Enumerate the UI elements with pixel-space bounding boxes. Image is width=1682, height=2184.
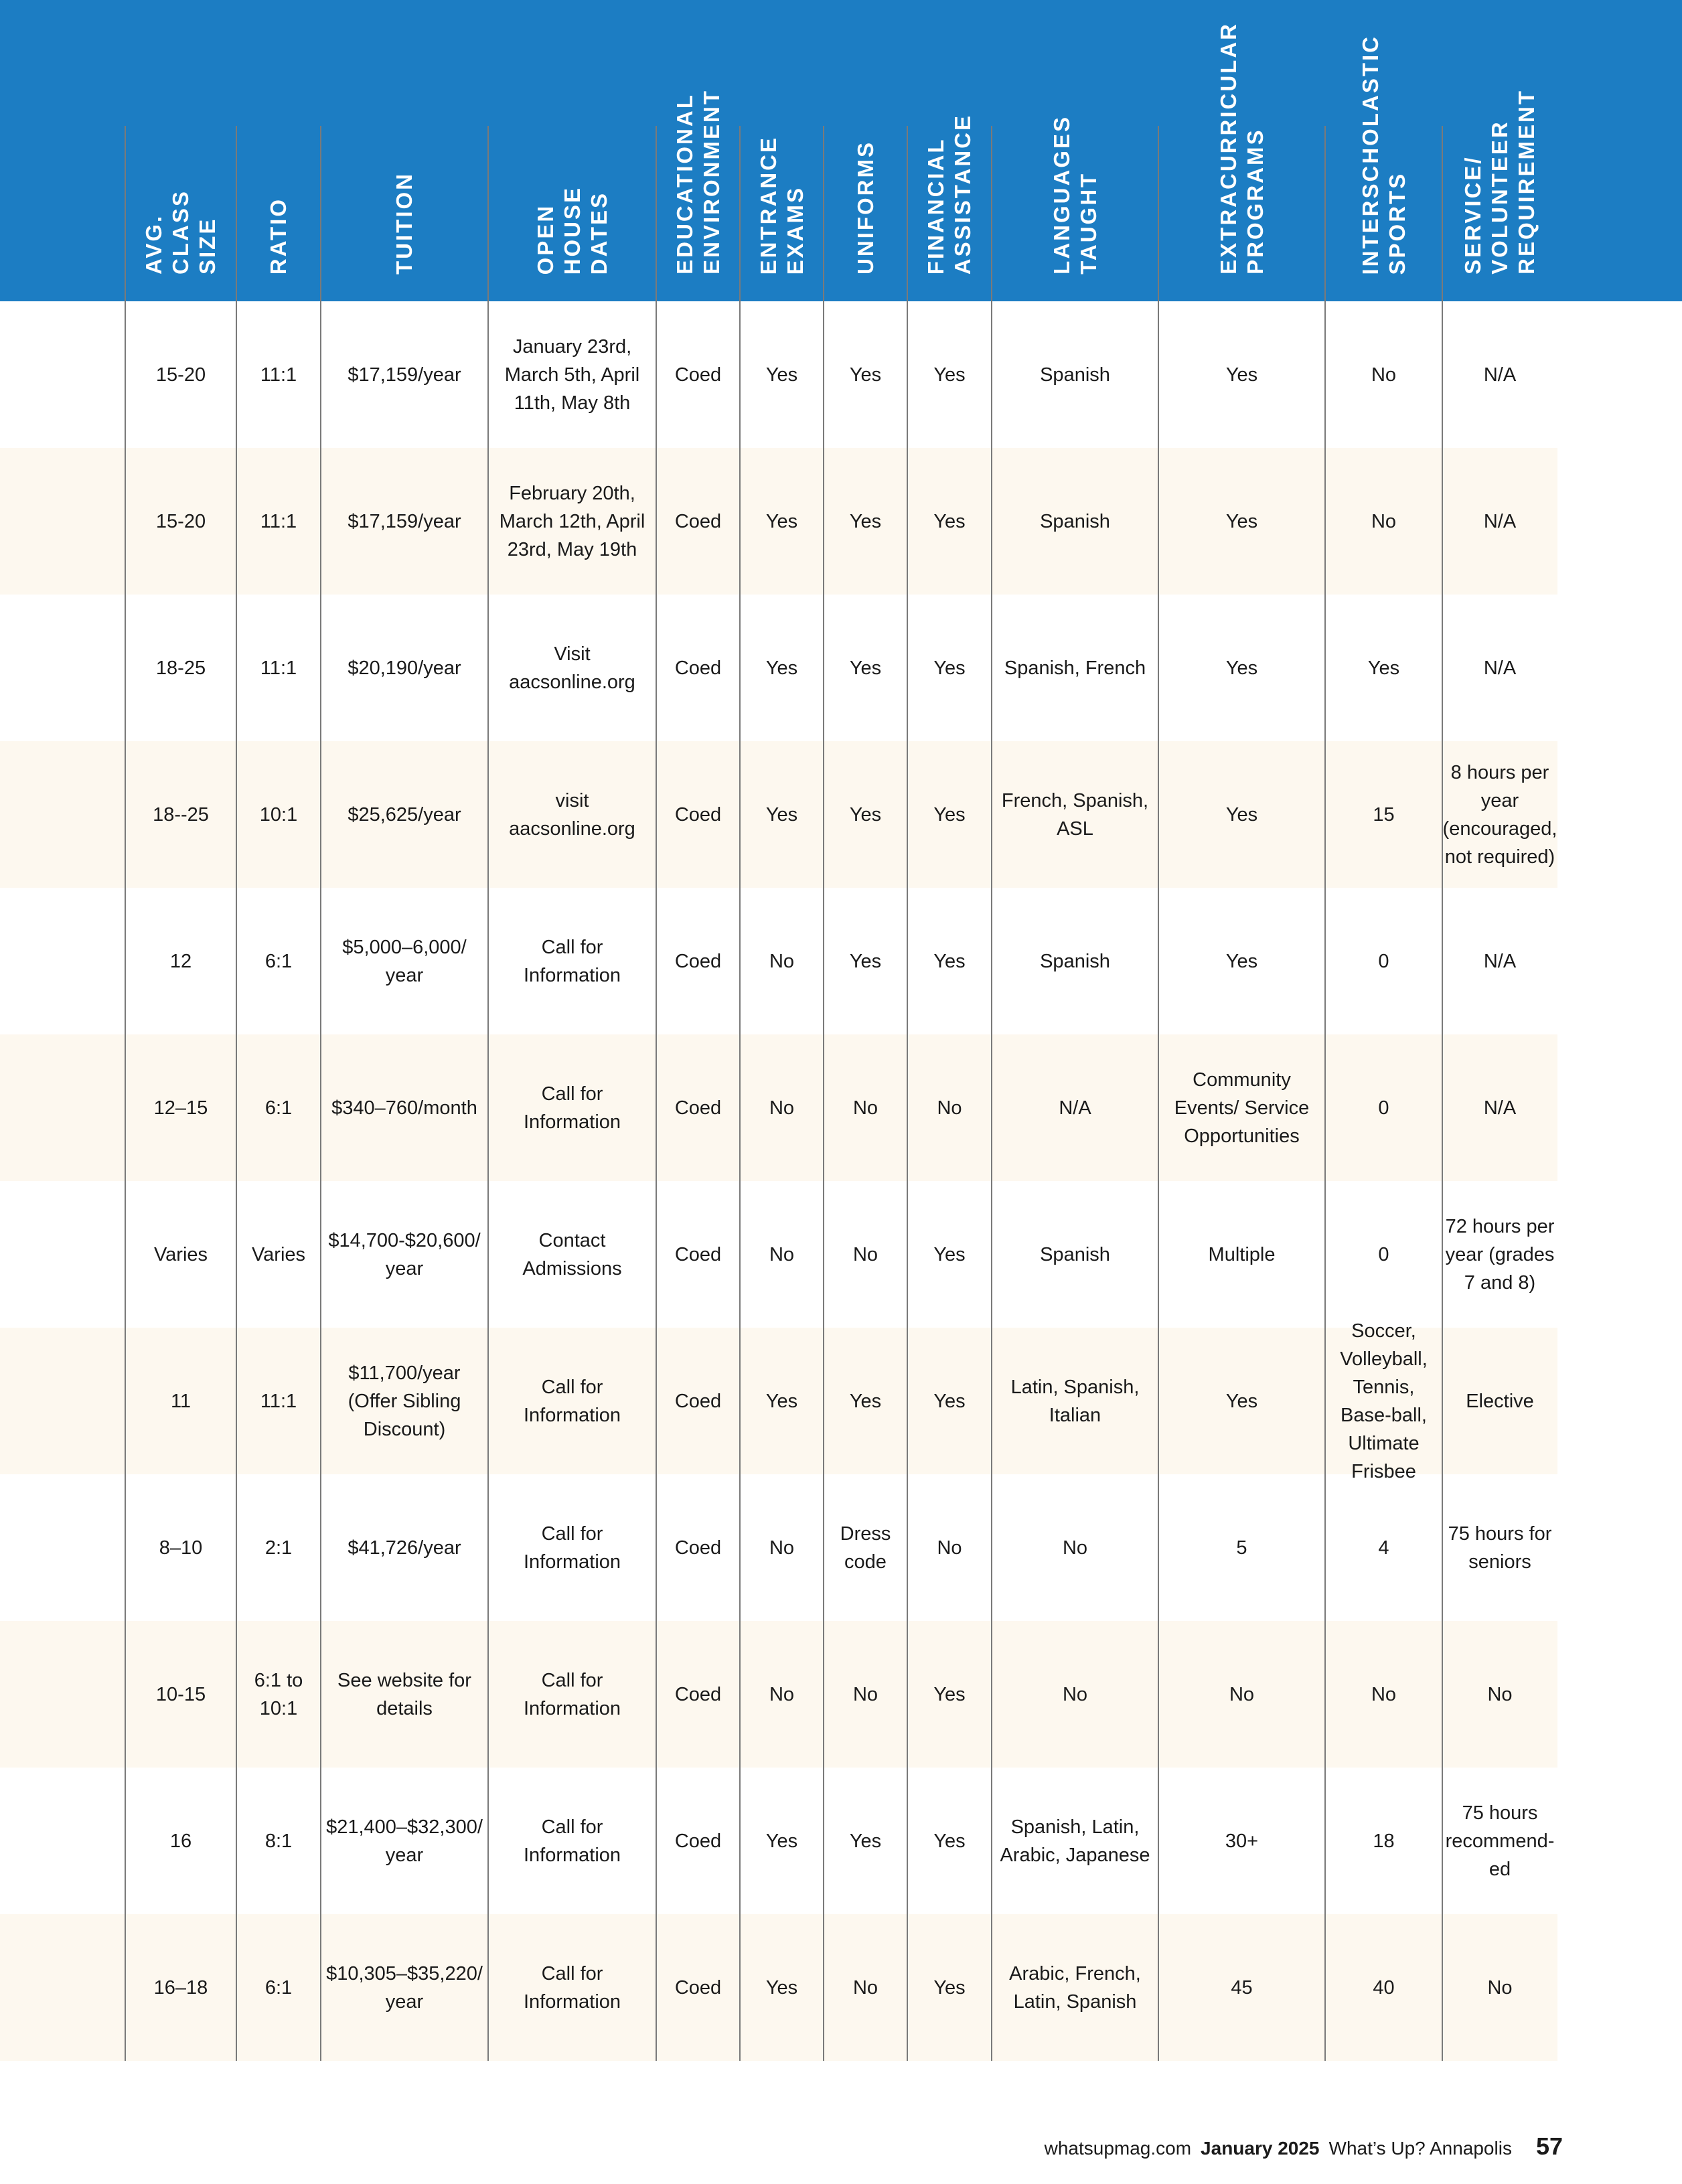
table-cell-extracurricular: Multiple <box>1208 1243 1276 1265</box>
column-divider <box>907 126 908 2061</box>
table-cell-tuition: $17,159/year <box>348 510 461 532</box>
table-cell-financial-assistance: Yes <box>933 657 966 679</box>
table-cell-uniforms: Yes <box>849 1390 882 1412</box>
column-divider <box>739 126 741 2061</box>
table-cell-open-house: Call for Information <box>523 1962 621 2013</box>
table-cell-tuition: $17,159/year <box>348 364 461 386</box>
table-cell-entrance-exams: No <box>769 1537 795 1559</box>
table-cell-tuition: $5,000–6,000/ year <box>342 936 467 986</box>
table-cell-financial-assistance: No <box>937 1097 962 1119</box>
column-divider <box>1442 126 1443 2061</box>
table-cell-extracurricular: Yes <box>1225 1390 1258 1412</box>
table-cell-environment: Coed <box>674 510 722 532</box>
table-cell-open-house: January 23rd, March 5th, April 11th, May 8th <box>504 335 640 414</box>
table-cell-environment: Coed <box>674 1243 722 1265</box>
table-cell-extracurricular: Yes <box>1225 364 1258 386</box>
table-cell-entrance-exams: Yes <box>765 510 798 532</box>
table-cell-financial-assistance: No <box>937 1537 962 1559</box>
column-divider <box>656 126 657 2061</box>
table-cell-financial-assistance: Yes <box>933 1683 966 1705</box>
table-cell-sports: 0 <box>1378 1243 1389 1265</box>
table-cell-languages: Spanish <box>1040 510 1110 532</box>
table-cell-extracurricular: Community Events/ Service Opportunities <box>1174 1069 1310 1147</box>
table-cell-environment: Coed <box>674 1683 722 1705</box>
table-cell-service: 75 hours recommend-ed <box>1445 1802 1555 1880</box>
table-cell-environment: Coed <box>674 950 722 972</box>
table-cell-environment: Coed <box>674 364 722 386</box>
table-cell-languages: N/A <box>1059 1097 1091 1119</box>
table-cell-languages: Spanish <box>1040 950 1110 972</box>
table-cell-financial-assistance: Yes <box>933 1976 966 1999</box>
column-divider <box>823 126 824 2061</box>
table-cell-tuition: $11,700/year (Offer Sibling Discount) <box>348 1362 461 1440</box>
table-cell-ratio: 6:1 <box>264 1976 293 1999</box>
table-cell-uniforms: Yes <box>849 950 882 972</box>
column-header-label: AVG. CLASS SIZE <box>141 189 220 275</box>
table-cell-avg-class-size: 15-20 <box>155 510 206 532</box>
table-cell-open-house: Call for Information <box>523 1816 621 1866</box>
footer-issue: January 2025 <box>1201 2138 1320 2159</box>
table-cell-tuition: $21,400–$32,300/ year <box>326 1816 483 1866</box>
table-cell-entrance-exams: Yes <box>765 803 798 826</box>
table-cell-languages: Arabic, French, Latin, Spanish <box>1009 1962 1141 2013</box>
table-cell-languages: Spanish <box>1040 364 1110 386</box>
page-number: 57 <box>1535 2132 1563 2160</box>
table-cell-open-house: Call for Information <box>523 936 621 986</box>
column-header-label: OPEN HOUSE DATES <box>532 185 611 275</box>
column-header-languages <box>992 115 1158 301</box>
table-cell-sports: 15 <box>1373 803 1395 826</box>
table-cell-extracurricular: No <box>1229 1683 1255 1705</box>
table-cell-service: N/A <box>1483 657 1517 679</box>
table-cell-entrance-exams: Yes <box>765 1830 798 1852</box>
table-cell-entrance-exams: No <box>769 1097 795 1119</box>
table-cell-extracurricular: Yes <box>1225 657 1258 679</box>
table-cell-open-house: Call for Information <box>523 1669 621 1719</box>
column-header-label: FINANCIAL ASSISTANCE <box>923 113 975 275</box>
table-cell-ratio: 11:1 <box>260 657 297 679</box>
column-header-open-house <box>488 126 656 301</box>
column-divider <box>1324 126 1326 2061</box>
column-header-label: LANGUAGES TAUGHT <box>1049 115 1101 275</box>
table-cell-open-house: Call for Information <box>523 1376 621 1426</box>
table-cell-tuition: $14,700-$20,600/ year <box>328 1229 481 1279</box>
table-cell-uniforms: No <box>852 1243 878 1265</box>
table-cell-avg-class-size: 18-25 <box>155 657 206 679</box>
table-cell-entrance-exams: No <box>769 1243 795 1265</box>
table-cell-languages: No <box>1062 1683 1088 1705</box>
table-cell-avg-class-size: 15-20 <box>155 364 206 386</box>
table-cell-tuition: $20,190/year <box>348 657 461 679</box>
table-cell-open-house: Call for Information <box>523 1083 621 1133</box>
table-cell-service: N/A <box>1483 1097 1517 1119</box>
column-divider <box>991 126 992 2061</box>
table-cell-sports: No <box>1371 1683 1397 1705</box>
table-cell-uniforms: Yes <box>849 1830 882 1852</box>
table-cell-languages: Spanish, Latin, Arabic, Japanese <box>1000 1816 1150 1866</box>
table-cell-ratio: 11:1 <box>260 1390 297 1412</box>
table-cell-languages: Spanish, French <box>1004 657 1146 679</box>
table-cell-tuition: $25,625/year <box>348 803 461 826</box>
column-divider <box>1158 126 1159 2061</box>
table-cell-environment: Coed <box>674 1537 722 1559</box>
table-cell-service: N/A <box>1483 510 1517 532</box>
column-header-avg-class-size <box>125 126 236 301</box>
table-cell-ratio: 6:1 <box>264 1097 293 1119</box>
column-header-uniforms <box>824 126 907 301</box>
table-cell-uniforms: No <box>852 1976 878 1999</box>
table-cell-open-house: Call for Information <box>523 1523 621 1573</box>
table-cell-open-house: Contact Admissions <box>522 1229 622 1279</box>
column-header-sports <box>1325 34 1442 301</box>
table-cell-languages: French, Spanish, ASL <box>1001 789 1149 840</box>
table-cell-financial-assistance: Yes <box>933 1390 966 1412</box>
table-cell-environment: Coed <box>674 1097 722 1119</box>
table-cell-service: No <box>1487 1976 1513 1999</box>
table-cell-financial-assistance: Yes <box>933 950 966 972</box>
table-cell-entrance-exams: No <box>769 950 795 972</box>
table-cell-ratio: 8:1 <box>264 1830 293 1852</box>
column-header-financial-assistance <box>907 113 992 301</box>
table-cell-avg-class-size: 10-15 <box>155 1683 206 1705</box>
table-cell-entrance-exams: Yes <box>765 364 798 386</box>
table-cell-extracurricular: 5 <box>1236 1537 1247 1559</box>
table-cell-uniforms: No <box>852 1097 878 1119</box>
table-cell-tuition: $10,305–$35,220/ year <box>326 1962 483 2013</box>
column-header-label: ENTRANCE EXAMS <box>755 135 808 275</box>
table-cell-service: 72 hours per year (grades 7 and 8) <box>1445 1215 1555 1294</box>
column-header-label: EDUCATIONAL ENVIRONMENT <box>672 89 724 275</box>
column-header-tuition <box>321 126 488 301</box>
column-header-ratio <box>236 126 321 301</box>
table-cell-avg-class-size: 11 <box>170 1390 192 1412</box>
column-header-label: TUITION <box>392 172 416 275</box>
table-cell-entrance-exams: Yes <box>765 657 798 679</box>
table-cell-avg-class-size: Varies <box>153 1243 208 1265</box>
table-cell-environment: Coed <box>674 1390 722 1412</box>
column-header-label: INTERSCHOLASTIC SPORTS <box>1357 34 1409 275</box>
column-header-label: RATIO <box>266 197 291 275</box>
table-cell-tuition: $340–760/month <box>331 1097 477 1119</box>
table-cell-open-house: visit aacsonline.org <box>509 789 635 840</box>
table-cell-sports: 0 <box>1378 1097 1389 1119</box>
footer-magazine: What’s Up? Annapolis <box>1328 2138 1512 2159</box>
table-cell-uniforms: Yes <box>849 803 882 826</box>
column-header-extracurricular <box>1158 22 1325 301</box>
table-cell-tuition: See website for details <box>337 1669 471 1719</box>
column-divider <box>487 126 489 2061</box>
table-cell-avg-class-size: 16 <box>169 1830 192 1852</box>
column-header-label: EXTRACURRICULAR PROGRAMS <box>1215 22 1268 275</box>
table-cell-uniforms: No <box>852 1683 878 1705</box>
table-cell-sports: 0 <box>1378 950 1389 972</box>
table-cell-environment: Coed <box>674 1830 722 1852</box>
column-divider <box>236 126 237 2061</box>
table-cell-service: N/A <box>1483 364 1517 386</box>
table-cell-avg-class-size: 18--25 <box>153 803 209 826</box>
table-cell-languages: Spanish <box>1040 1243 1110 1265</box>
table-cell-ratio: 2:1 <box>264 1537 293 1559</box>
table-cell-environment: Coed <box>674 803 722 826</box>
table-cell-open-house: February 20th, March 12th, April 23rd, May 19th <box>499 482 645 560</box>
column-header-entrance-exams <box>740 126 824 301</box>
table-cell-uniforms: Dress code <box>840 1523 891 1573</box>
table-cell-service: 75 hours for seniors <box>1448 1523 1552 1573</box>
table-cell-avg-class-size: 16–18 <box>153 1976 208 1999</box>
table-cell-sports: Yes <box>1367 657 1400 679</box>
table-cell-extracurricular: Yes <box>1225 803 1258 826</box>
table-cell-environment: Coed <box>674 1976 722 1999</box>
table-cell-sports: 18 <box>1373 1830 1395 1852</box>
table-cell-languages: Latin, Spanish, Italian <box>1010 1376 1140 1426</box>
table-cell-uniforms: Yes <box>849 657 882 679</box>
table-cell-ratio: 10:1 <box>259 803 298 826</box>
table-cell-sports: Soccer, Volleyball, Tennis, Base-ball, Ultimate Frisbee <box>1340 1320 1428 1482</box>
table-cell-uniforms: Yes <box>849 510 882 532</box>
table-cell-entrance-exams: Yes <box>765 1976 798 1999</box>
table-cell-tuition: $41,726/year <box>348 1537 461 1559</box>
table-cell-avg-class-size: 8–10 <box>159 1537 203 1559</box>
table-cell-uniforms: Yes <box>849 364 882 386</box>
table-cell-sports: 40 <box>1373 1976 1395 1999</box>
table-cell-financial-assistance: Yes <box>933 510 966 532</box>
table-cell-service: 8 hours per year (encouraged, not required) <box>1442 761 1557 868</box>
table-cell-entrance-exams: Yes <box>765 1390 798 1412</box>
table-cell-avg-class-size: 12–15 <box>153 1097 208 1119</box>
table-cell-service: N/A <box>1483 950 1517 972</box>
table-cell-open-house: Visit aacsonline.org <box>509 643 635 693</box>
table-cell-financial-assistance: Yes <box>933 364 966 386</box>
table-cell-entrance-exams: No <box>769 1683 795 1705</box>
table-cell-financial-assistance: Yes <box>933 803 966 826</box>
table-cell-extracurricular: 45 <box>1231 1976 1253 1999</box>
table-cell-service: Elective <box>1466 1390 1534 1412</box>
table-cell-languages: No <box>1062 1537 1088 1559</box>
table-cell-extracurricular: 30+ <box>1225 1830 1259 1852</box>
table-cell-sports: 4 <box>1378 1537 1389 1559</box>
footer-site[interactable]: whatsupmag.com <box>1044 2138 1192 2159</box>
table-cell-ratio: 6:1 <box>264 950 293 972</box>
table-cell-extracurricular: Yes <box>1225 510 1258 532</box>
column-divider <box>320 126 321 2061</box>
table-cell-ratio: 11:1 <box>260 510 297 532</box>
table-cell-ratio: 11:1 <box>260 364 297 386</box>
column-header-environment <box>656 89 740 301</box>
table-cell-service: No <box>1487 1683 1513 1705</box>
table-cell-ratio: Varies <box>251 1243 306 1265</box>
table-cell-extracurricular: Yes <box>1225 950 1258 972</box>
table-cell-financial-assistance: Yes <box>933 1830 966 1852</box>
column-divider <box>125 126 126 2061</box>
column-header-service <box>1442 89 1557 301</box>
table-cell-avg-class-size: 12 <box>169 950 192 972</box>
table-cell-sports: No <box>1371 510 1397 532</box>
table-cell-environment: Coed <box>674 657 722 679</box>
column-header-label: SERVICE/ VOLUNTEER REQUIREMENT <box>1460 89 1539 275</box>
table-cell-financial-assistance: Yes <box>933 1243 966 1265</box>
table-cell-sports: No <box>1371 364 1397 386</box>
column-header-label: UNIFORMS <box>852 141 878 275</box>
page-footer <box>1045 2132 1563 2161</box>
table-cell-ratio: 6:1 to 10:1 <box>254 1669 303 1719</box>
